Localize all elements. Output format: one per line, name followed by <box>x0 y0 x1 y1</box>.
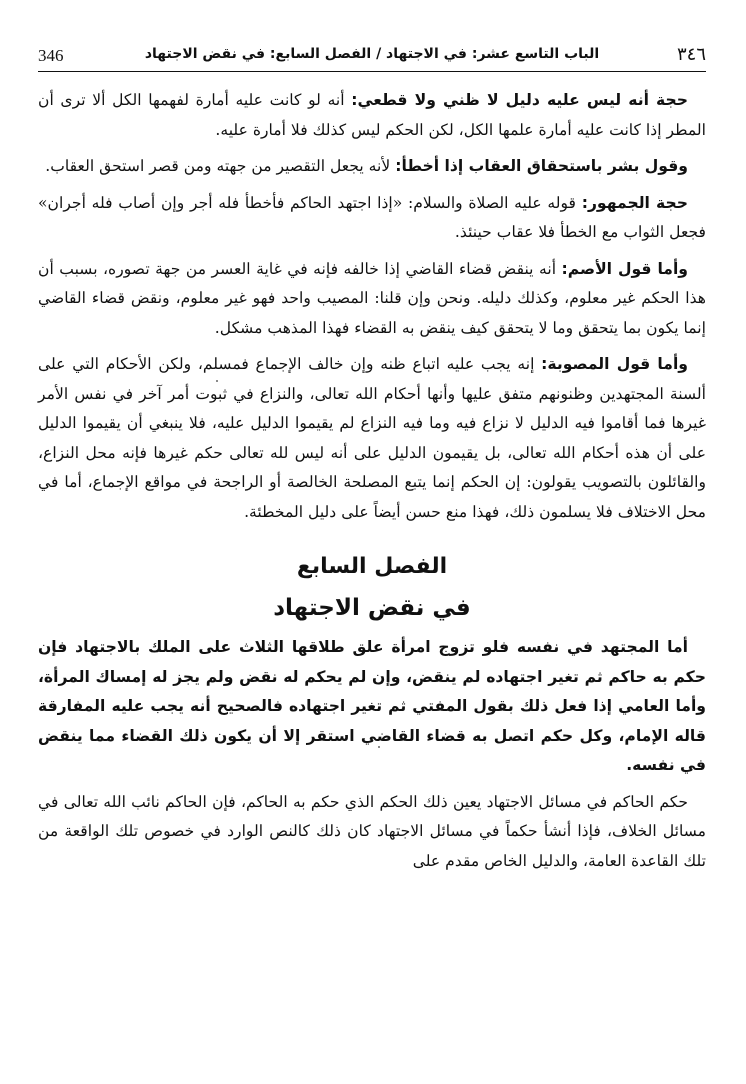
paragraph-lead: حجة أنه ليس عليه دليل لا ظني ولا قطعي: <box>351 91 688 109</box>
running-title: الباب التاسع عشر: في الاجتهاد / الفصل السابع: في نقض الاجتهاد <box>144 46 600 62</box>
paragraph-text: حكم الحاكم في مسائل الاجتهاد يعين ذلك الحكم الذي حكم به الحاكم، فإن الحاكم نائب الله تعالى في مسائل الخلاف، فإذا أنشأ حكماً في مسائل الاجتهاد كان ذلك كالنص الوارد في خصوص تلك الواقعة من تلك القاعدة العامة، والدليل الخاص مقدم على <box>38 792 706 870</box>
page-number-latin: 346 <box>38 46 64 65</box>
header-rule <box>38 71 706 72</box>
paragraph-text: لأنه يجعل التقصير من جهته ومن قصر استحق العقاب. <box>45 157 396 175</box>
print-speck <box>378 746 380 748</box>
chapter-title: الفصل السابع <box>296 554 448 579</box>
chapter-subtitle: في نقض الاجتهاد <box>273 595 471 621</box>
print-speck <box>216 380 218 382</box>
paragraph-al-asamm <box>38 255 706 344</box>
paragraph-bold-text: أما المجتهد في نفسه فلو تزوج امرأة علق طلاقها الثلاث على الملك بالاجتهاد فإن حكم به حاكم ثم تغير اجتهاده لم ينقض، وإن لم يحكم له نقض ولم يجز له إمساك المرأة، وأما العامي إذا فعل ذلك بقول المفتي ثم تغير اجتهاده فالصحيح أنه يجب عليه المفارقة قاله الإمام، وكل حكم اتصل به قضاء القاضي استقر إلا أن يكون ذلك القضاء مما ينقض في نفسه. <box>38 638 706 774</box>
paragraph-majority <box>38 189 706 248</box>
paragraph-bishr <box>38 152 706 182</box>
page-body <box>38 86 706 878</box>
paragraph-lead: وأما قول المصوبة: <box>541 355 688 373</box>
paragraph-lead: وقول بشر باستحقاق العقاب إذا أخطأ: <box>395 157 688 175</box>
paragraph-lead: حجة الجمهور: <box>581 193 688 212</box>
paragraph-musawwiba <box>38 350 706 527</box>
paragraph-text: أنه لو كانت عليه أمارة لفهمها الكل ألا ترى أن المطر إذا كانت عليه أمارة علمها الكل، لكن الحكم ليس كذلك فلا أمارة عليه. <box>38 91 706 139</box>
page-header <box>38 44 706 70</box>
paragraph-text: أنه ينقض قضاء القاضي إذا خالفه فإنه في غاية العسر من جهة تصوره، بسبب أن هذا الحكم غير معلوم، وكذلك دليله. ونحن وإن قلنا: المصيب واحد فهو غير معلوم، ونقض قضاء القاضي إنما يكون بما يتحقق وما لا يتحقق كيف ينقض به القضاء فهذا المذهب مشكل. <box>38 259 706 337</box>
paragraph-argument-no-evidence <box>38 86 706 145</box>
paragraph-mujtahid-self <box>38 633 706 781</box>
paragraph-text: قوله عليه الصلاة والسلام: «إذا اجتهد الحاكم فأخطأ فله أجر وإن أصاب فله أجران» فجعل الثواب مع الخطأ فلا عقاب حينئذ. <box>38 193 706 241</box>
paragraph-text: إنه يجب عليه اتباع ظنه وإن خالف الإجماع فمسلم، ولكن الأحكام التي على ألسنة المجتهدين وظنونهم متفق عليها وأنها أحكام الله تعالى، والنزاع في ثبوت أمر آخر في نفس الأمر غيرها فما أقاموا فيه الدليل لا نزاع فيه وما فيه النزاع لم يقيموا الدليل عليه، فلا ينبغي أن يقيموا الدليل على أن هذه أحكام الله تعالى، بل يقيمون الدليل على أنه ليس لله تعالى حكم غيرها فإنه محل النزاع، والقائلون بالتصويب يقولون: إن الحكم إنما يتبع المصلحة الخالصة أو الراجحة في مواقع الإجماع، أما في محل الاختلاف فلا يسلمون ذلك، فهذا منع حسن أيضاً على دليل المخطئة. <box>38 355 706 521</box>
paragraph-lead: وأما قول الأصم: <box>561 259 688 278</box>
paragraph-judge-ruling <box>38 788 706 877</box>
page-number-arabic: ٣٤٦ <box>676 44 706 65</box>
